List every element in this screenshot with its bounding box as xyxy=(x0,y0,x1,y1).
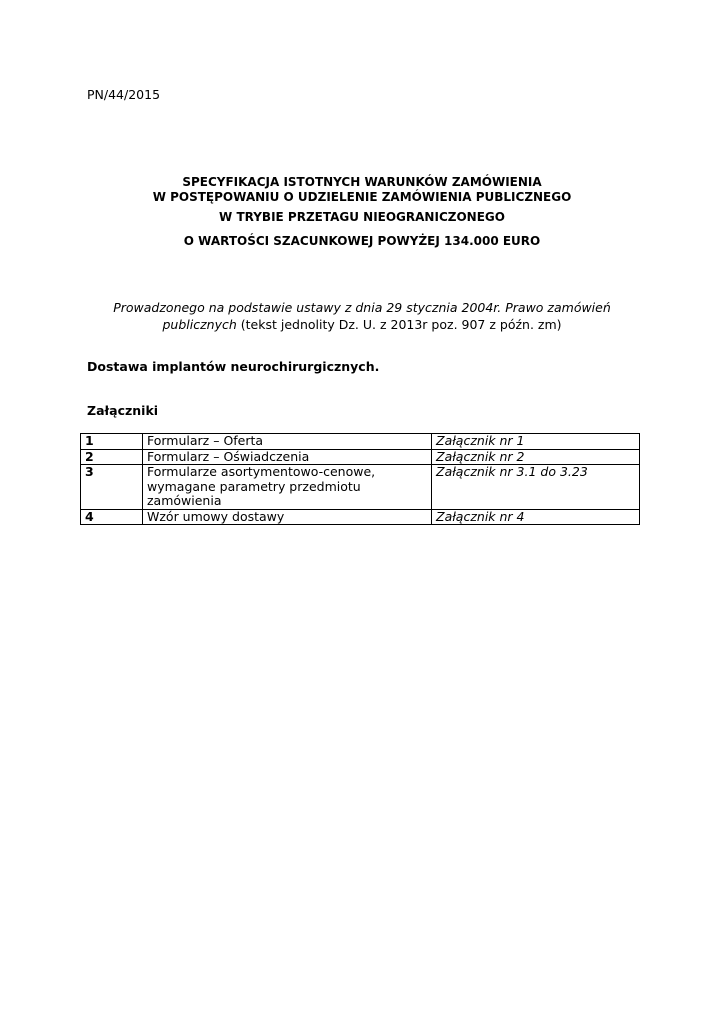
document-heading xyxy=(0,175,724,205)
attachment-reference: Załącznik nr 2 xyxy=(432,449,640,465)
heading-line-4: O WARTOŚCI SZACUNKOWEJ POWYŻEJ 134.000 EURO xyxy=(183,234,541,248)
attachment-name: Formularz – Oferta xyxy=(143,434,432,450)
legal-basis-italic-2: publicznych xyxy=(162,317,237,332)
order-subject: Dostawa implantów neurochirurgicznych. xyxy=(87,359,380,374)
attachments-table xyxy=(80,433,640,525)
attachment-number: 2 xyxy=(81,449,143,465)
heading-line-1: SPECYFIKACJA ISTOTNYCH WARUNKÓW ZAMÓWIENIA xyxy=(182,175,542,189)
table-row xyxy=(81,465,640,510)
attachment-reference: Załącznik nr 1 xyxy=(432,434,640,450)
attachment-reference: Załącznik nr 3.1 do 3.23 xyxy=(432,465,640,510)
heading-line-3: W TRYBIE PRZETAGU NIEOGRANICZONEGO xyxy=(219,210,505,224)
table-row xyxy=(81,509,640,525)
attachment-name: Formularz – Oświadczenia xyxy=(143,449,432,465)
attachment-number: 4 xyxy=(81,509,143,525)
reference-number: PN/44/2015 xyxy=(87,87,161,102)
table-row xyxy=(81,434,640,450)
attachment-number: 3 xyxy=(81,465,143,510)
attachment-name: Wzór umowy dostawy xyxy=(143,509,432,525)
attachment-name-line-3: zamówienia xyxy=(147,493,222,508)
attachment-reference: Załącznik nr 4 xyxy=(432,509,640,525)
attachment-name-line-1: Formularze asortymentowo-cenowe, xyxy=(147,464,376,479)
legal-basis xyxy=(100,299,624,333)
attachment-name xyxy=(143,465,432,510)
heading-line-2: W POSTĘPOWANIU O UDZIELENIE ZAMÓWIENIA PUBLICZNEGO xyxy=(152,190,572,204)
table-row xyxy=(81,449,640,465)
legal-basis-plain: (tekst jednolity Dz. U. z 2013r poz. 907 z późn. zm) xyxy=(236,317,562,332)
legal-basis-italic-1: Prowadzonego na podstawie ustawy z dnia 29 stycznia 2004r. Prawo zamówień xyxy=(113,300,611,315)
attachment-name-line-2: wymagane parametry przedmiotu xyxy=(147,478,361,494)
attachments-title: Załączniki xyxy=(87,403,159,418)
attachment-number: 1 xyxy=(81,434,143,450)
